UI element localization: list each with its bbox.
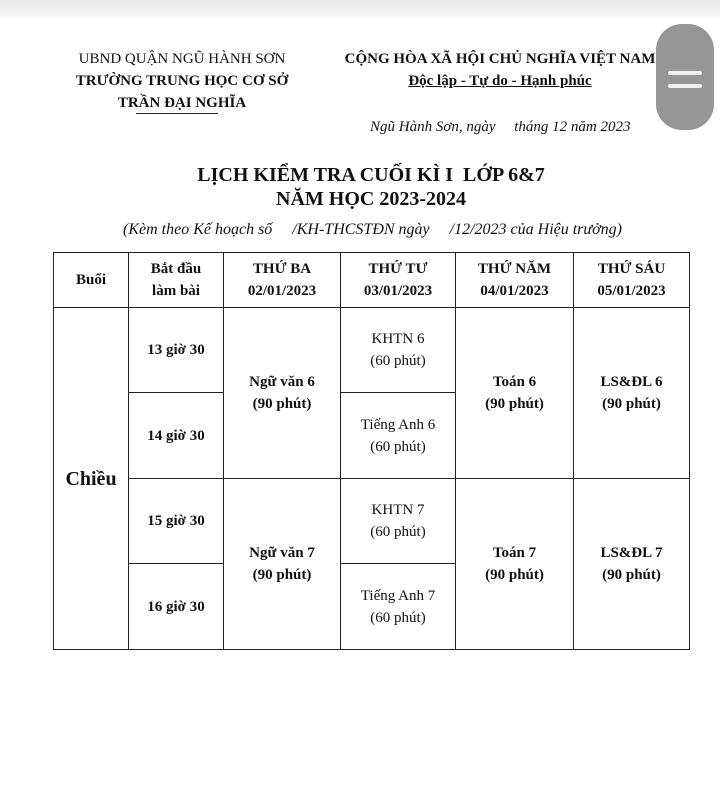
header-thursday (456, 253, 574, 308)
time-slot-4: 16 giờ 30 (129, 564, 224, 650)
duration: (90 phút) (602, 396, 661, 412)
grade6-thursday (456, 308, 574, 479)
duration: (90 phút) (252, 567, 312, 583)
subject: Ngữ văn 6 (249, 374, 315, 390)
header-tuesday (224, 253, 341, 308)
table-row (54, 308, 690, 393)
country-name: CỘNG HÒA XÃ HỘI CHỦ NGHĨA VIỆT NAM (344, 51, 656, 67)
date-line: Ngũ Hành Sơn, ngày tháng 12 năm 2023 (370, 119, 631, 135)
wednesday-date: 03/01/2023 (363, 283, 433, 299)
header-session: Buổi (54, 253, 129, 308)
tuesday-label: THỨ BA (252, 261, 312, 277)
tuesday-date: 02/01/2023 (247, 283, 317, 299)
subject: LS&ĐL 7 (600, 545, 663, 561)
subject: Tiếng Anh 7 (360, 587, 436, 604)
grade7-tuesday (224, 479, 341, 650)
thursday-label: THỨ NĂM (477, 261, 552, 277)
grade7-friday (574, 479, 690, 650)
wednesday-label: THỨ TƯ (368, 261, 428, 277)
grade6-tuesday (224, 308, 341, 479)
subject: KHTN 6 (371, 331, 425, 347)
grade6-friday (574, 308, 690, 479)
duration: (90 phút) (602, 567, 661, 583)
menu-icon-bar-top (668, 71, 702, 75)
subject: Tiếng Anh 6 (360, 416, 436, 433)
subject: Ngữ văn 7 (249, 545, 315, 561)
header-start-time (129, 253, 224, 308)
duration: (90 phút) (252, 396, 312, 412)
table-header-row (54, 253, 690, 308)
grade7-wednesday-b (341, 564, 456, 650)
district-name: UBND QUẬN NGŨ HÀNH SƠN (78, 51, 286, 67)
table-row (54, 479, 690, 564)
subject: Toán 7 (492, 545, 537, 561)
duration: (60 phút) (370, 609, 426, 626)
school-year: NĂM HỌC 2023-2024 (276, 188, 466, 210)
time-slot-3: 15 giờ 30 (129, 479, 224, 564)
plan-reference-note: (Kèm theo Kế hoạch số /KH-THCSTĐN ngày /12/2023 của Hiệu trưởng) (122, 221, 622, 238)
grade6-wednesday-a (341, 308, 456, 393)
grade7-wednesday-a (341, 479, 456, 564)
duration: (60 phút) (370, 353, 426, 369)
menu-icon-bar-bottom (668, 84, 702, 88)
header-start-line1: Bắt đầu (150, 261, 202, 277)
school-header (52, 48, 312, 114)
friday-label: THỨ SÁU (597, 261, 666, 277)
school-type: TRƯỜNG TRUNG HỌC CƠ SỞ (75, 73, 289, 89)
grade7-thursday (456, 479, 574, 650)
national-motto: Độc lập - Tự do - Hạnh phúc (408, 73, 592, 89)
subject: Toán 6 (492, 374, 537, 390)
header-friday (574, 253, 690, 308)
duration: (60 phút) (370, 438, 426, 455)
floating-menu-button[interactable] (656, 24, 714, 130)
subject: KHTN 7 (371, 502, 425, 518)
grade6-wednesday-b (341, 393, 456, 479)
thursday-date: 04/01/2023 (480, 283, 549, 299)
session-afternoon: Chiều (54, 308, 129, 650)
duration: (90 phút) (485, 396, 544, 412)
header-wednesday (341, 253, 456, 308)
school-name-underline (136, 113, 218, 114)
subject: LS&ĐL 6 (600, 374, 663, 390)
document-title: LỊCH KIỂM TRA CUỐI KÌ I LỚP 6&7 (197, 164, 545, 186)
national-header (318, 48, 682, 92)
friday-date: 05/01/2023 (597, 283, 666, 299)
duration: (90 phút) (485, 567, 544, 583)
time-slot-1: 13 giờ 30 (129, 308, 224, 393)
duration: (60 phút) (370, 524, 426, 540)
browser-top-strip (0, 0, 720, 18)
school-name: TRẦN ĐẠI NGHĨA (117, 95, 247, 111)
exam-schedule-table (53, 252, 690, 650)
time-slot-2: 14 giờ 30 (129, 393, 224, 479)
header-start-line2: làm bài (152, 283, 200, 299)
